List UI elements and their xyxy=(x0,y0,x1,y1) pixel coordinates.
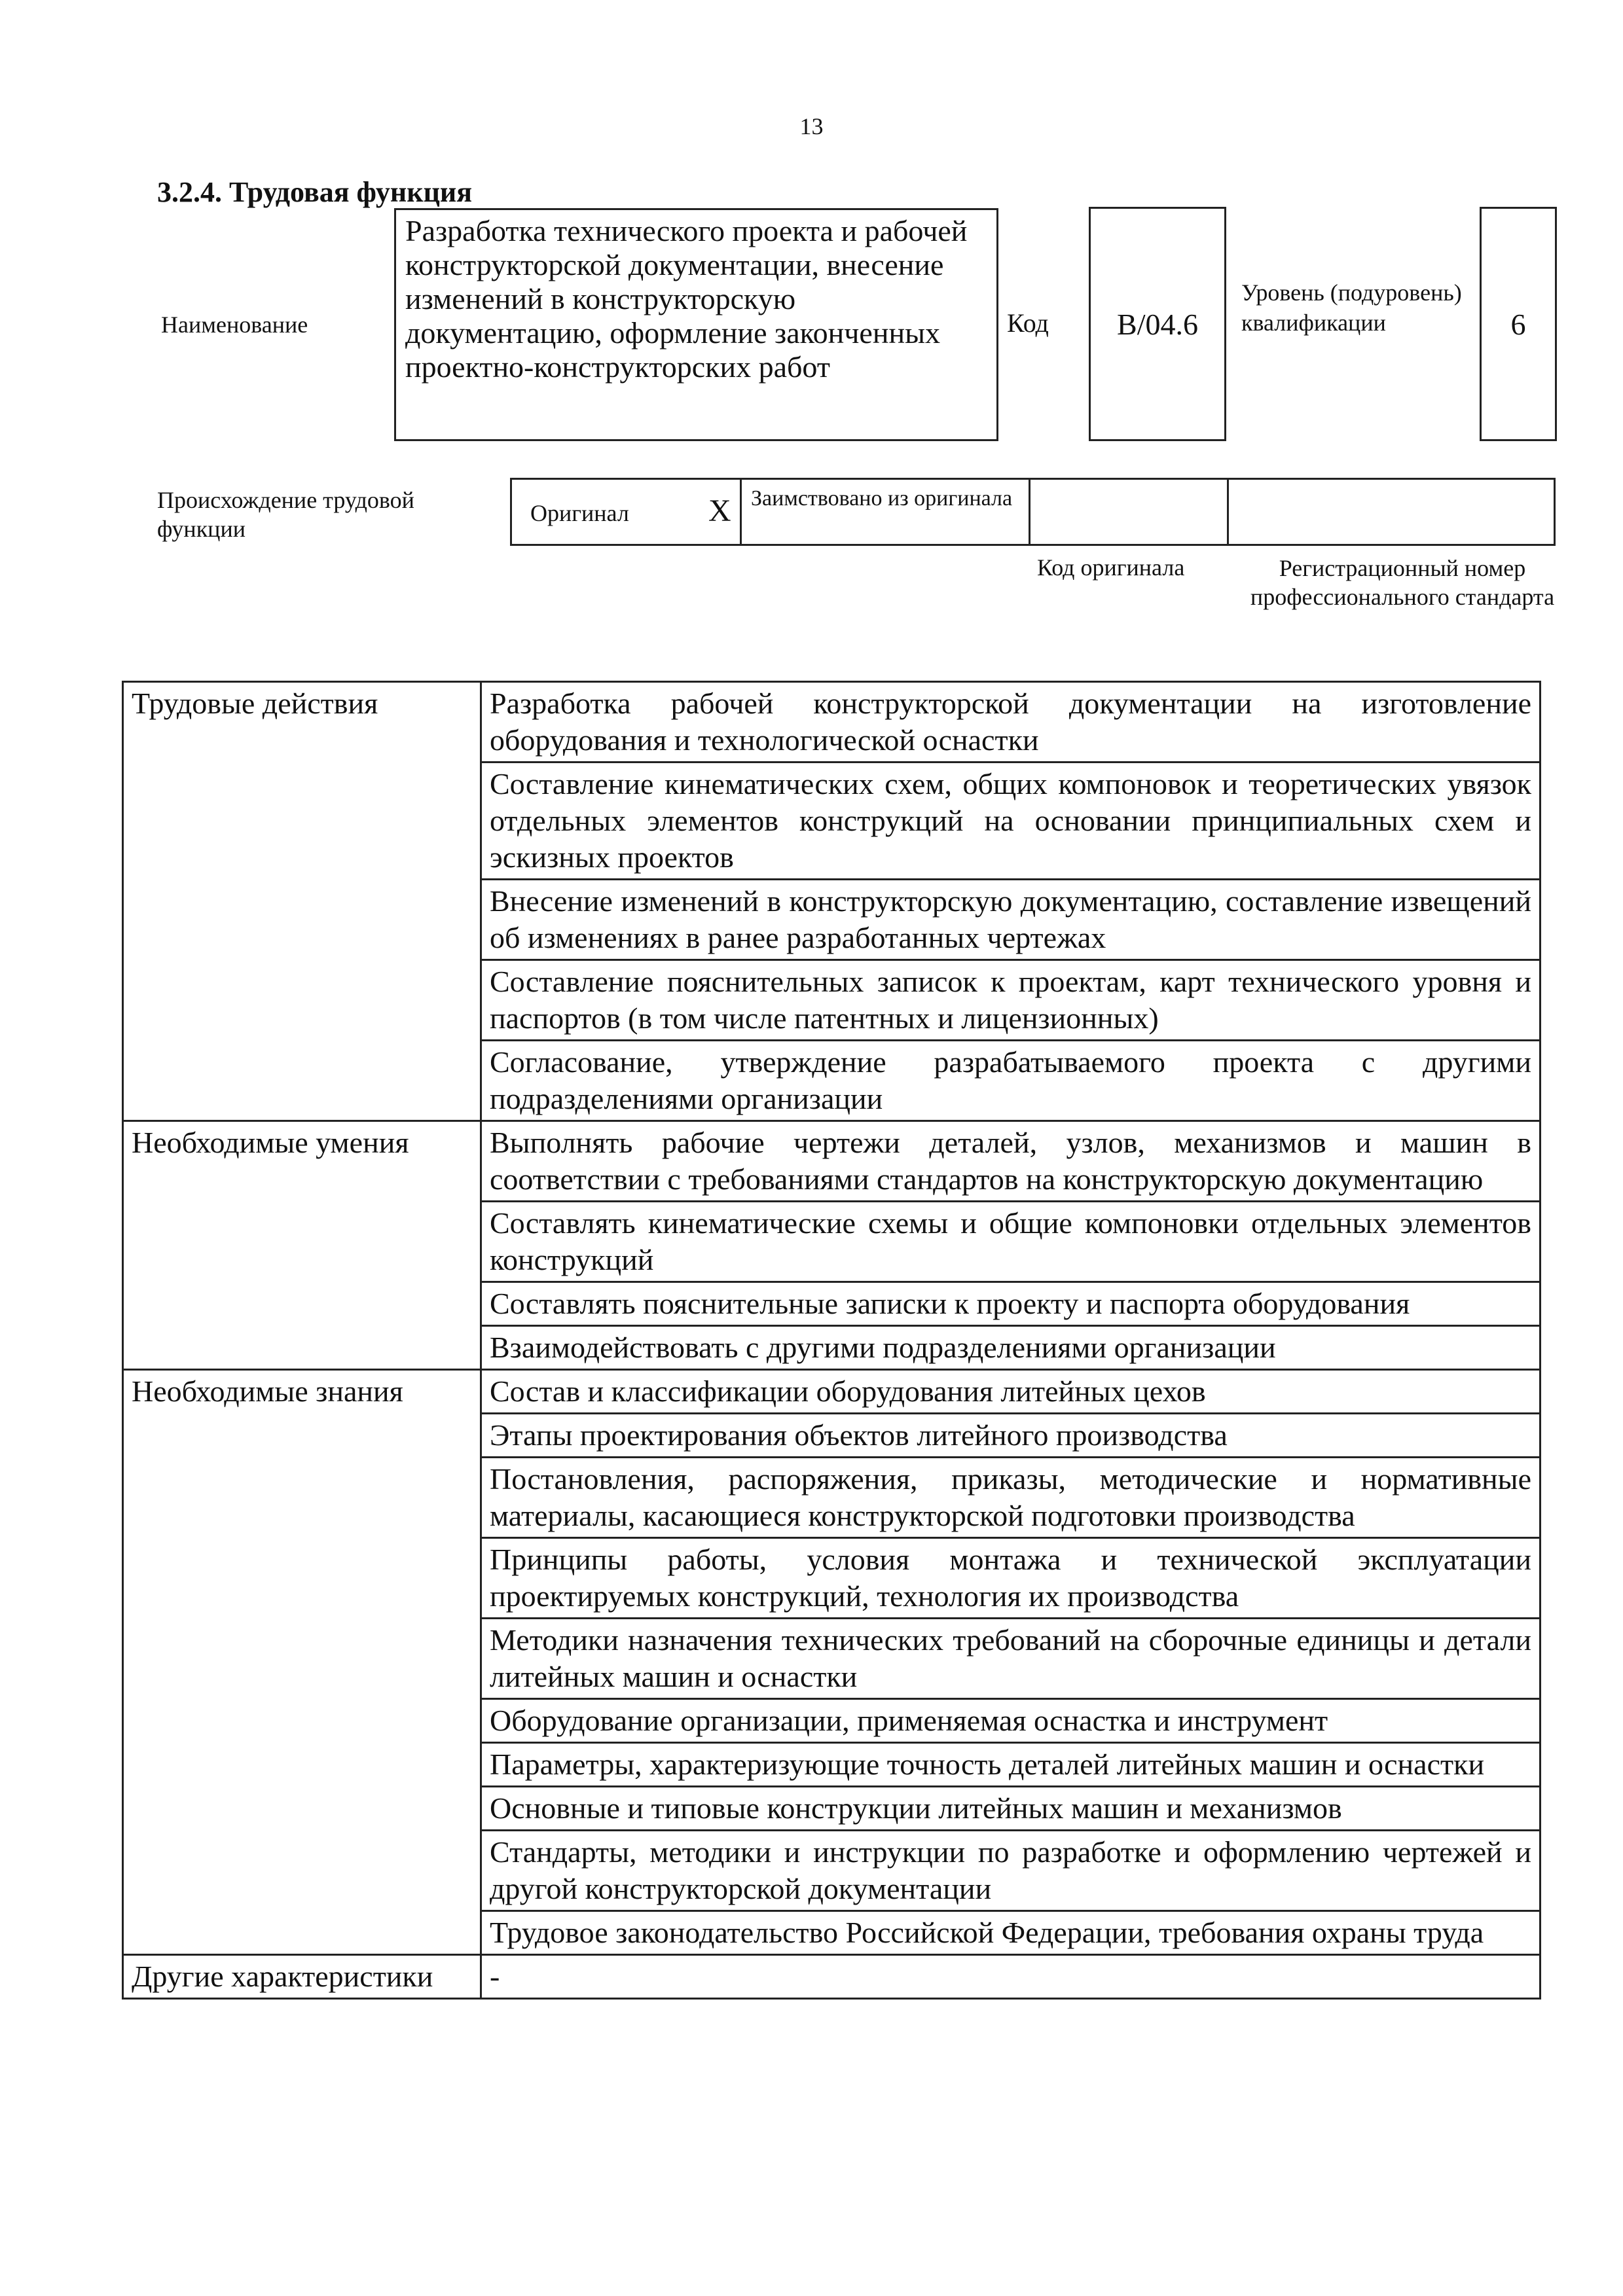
name-label: Наименование xyxy=(161,312,308,338)
group-item: Параметры, характеризующие точность деталей литейных машин и оснастки xyxy=(481,1743,1541,1787)
original-mark: X xyxy=(708,493,731,528)
original-label: Оригинал xyxy=(530,500,629,526)
origin-row xyxy=(512,478,1559,546)
group-item: Составлять кинематические схемы и общие компоновки отдельных элементов конструкций xyxy=(481,1202,1541,1282)
reg-number-cell xyxy=(1227,478,1556,546)
group-title: Необходимые умения xyxy=(123,1121,481,1370)
group-title: Другие характеристики xyxy=(123,1955,481,1999)
origin-label: Происхождение трудовой функции xyxy=(157,487,414,542)
function-name-box: Разработка технического проекта и рабочей конструкторской документации, внесение изменений в конструкторскую документацию, оформление законченных проектно-конструкторских работ xyxy=(394,208,998,441)
group-item: Основные и типовые конструкции литейных машин и механизмов xyxy=(481,1787,1541,1831)
group-title: Необходимые знания xyxy=(123,1370,481,1955)
group-item: Внесение изменений в конструкторскую документацию, составление извещений об изменениях в ранее разработанных чертежах xyxy=(481,880,1541,960)
group-item: Согласование, утверждение разрабатываемого проекта с другими подразделениями организации xyxy=(481,1041,1541,1121)
function-table xyxy=(122,681,1541,2000)
table-row xyxy=(123,1121,1541,1202)
table-row xyxy=(123,1955,1541,1999)
group-item: Разработка рабочей конструкторской документации на изготовление оборудования и технологической оснастки xyxy=(481,682,1541,762)
code-original-label: Код оригинала xyxy=(1037,554,1185,581)
table-row xyxy=(123,682,1541,762)
group-item: Составление кинематических схем, общих компоновок и теоретических увязок отдельных элементов конструкций на основании принципиальных схем и эскизных проектов xyxy=(481,762,1541,880)
section-title: 3.2.4. Трудовая функция xyxy=(157,176,473,208)
code-original-cell xyxy=(1029,478,1229,546)
original-cell xyxy=(510,478,742,546)
code-label: Код xyxy=(1007,308,1049,338)
code-box: B/04.6 xyxy=(1089,207,1226,441)
group-item: Составление пояснительных записок к проектам, карт технического уровня и паспортов (в том числе патентных и лицензионных) xyxy=(481,960,1541,1041)
group-item: Взаимодействовать с другими подразделениями организации xyxy=(481,1326,1541,1370)
group-title: Трудовые действия xyxy=(123,682,481,1121)
group-item: Оборудование организации, применяемая оснастка и инструмент xyxy=(481,1699,1541,1743)
group-item: Составлять пояснительные записки к проекту и паспорта оборудования xyxy=(481,1282,1541,1326)
table-row xyxy=(123,1370,1541,1414)
group-item: Трудовое законодательство Российской Федерации, требования охраны труда xyxy=(481,1911,1541,1955)
group-item: Состав и классификации оборудования литейных цехов xyxy=(481,1370,1541,1414)
group-item: - xyxy=(481,1955,1541,1999)
borrowed-cell: Заимствовано из оригинала xyxy=(740,478,1030,546)
group-item: Методики назначения технических требований на сборочные единицы и детали литейных машин и оснастки xyxy=(481,1619,1541,1699)
level-box: 6 xyxy=(1480,207,1557,441)
level-label: Уровень (подуровень) квалификации xyxy=(1241,279,1462,336)
group-item: Выполнять рабочие чертежи деталей, узлов, механизмов и машин в соответствии с требованиями стандартов на конструкторскую документацию xyxy=(481,1121,1541,1202)
group-item: Принципы работы, условия монтажа и технической эксплуатации проектируемых конструкций, технология их производства xyxy=(481,1538,1541,1619)
page-number: 13 xyxy=(799,113,824,139)
group-item: Этапы проектирования объектов литейного производства xyxy=(481,1414,1541,1458)
group-item: Стандарты, методики и инструкции по разработке и оформлению чертежей и другой конструкторской документации xyxy=(481,1831,1541,1911)
reg-number-label: Регистрационный номер профессионального стандарта xyxy=(1250,555,1555,610)
group-item: Постановления, распоряжения, приказы, методические и нормативные материалы, касающиеся конструкторской подготовки производства xyxy=(481,1458,1541,1538)
